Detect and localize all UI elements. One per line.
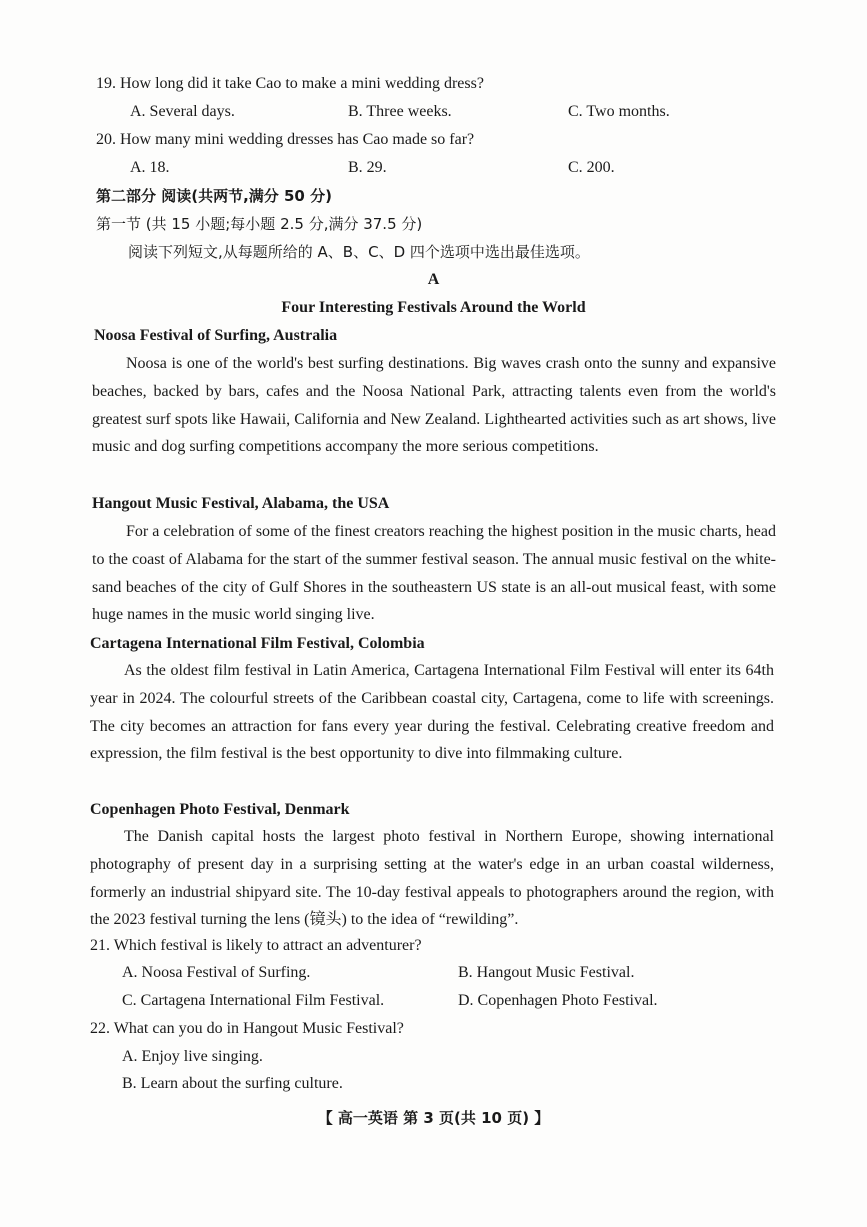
festival-heading-noosa: Noosa Festival of Surfing, Australia xyxy=(94,327,338,344)
question-21-option-b: B. Hangout Music Festival. xyxy=(458,964,635,981)
festival-paragraph-hangout: For a celebration of some of the finest creators reaching the highest position in the music charts, head to the coast of Alabama for the start of the summer festival season. The annual music festival on the white-sand beaches of the city of Gulf Shores in the southeastern US state is an all-out musical feast, with some huge names in the music world singing live. xyxy=(92,523,776,624)
question-20-option-b: B. 29. xyxy=(348,159,387,176)
section1-title: 第一节 (共 15 小题;每小题 2.5 分,满分 37.5 分) xyxy=(96,215,423,233)
question-20-option-a: A. 18. xyxy=(130,159,170,176)
passage-title: Four Interesting Festivals Around the World xyxy=(281,299,586,316)
question-21-option-d: D. Copenhagen Photo Festival. xyxy=(458,992,658,1009)
question-19-option-c: C. Two months. xyxy=(568,103,670,120)
festival-heading-copenhagen: Copenhagen Photo Festival, Denmark xyxy=(90,801,350,818)
festival-paragraph-cartagena: As the oldest film festival in Latin America, Cartagena International Film Festival will enter its 64th year in 2024. The colourful streets of the Caribbean coastal city, Cartagena, come to life with screenings. The city becomes an attraction for fans every year during the festival. Celebrating creative freedom and expression, the film festival is the best opportunity to dive into filmmaking culture. xyxy=(90,662,774,763)
question-21-option-c: C. Cartagena International Film Festival. xyxy=(122,992,385,1009)
passage-letter: A xyxy=(427,271,440,288)
festival-heading-hangout: Hangout Music Festival, Alabama, the USA xyxy=(92,495,390,512)
question-20-stem: 20. How many mini wedding dresses has Cao made so far? xyxy=(96,131,475,148)
festival-paragraph-copenhagen: The Danish capital hosts the largest photo festival in Northern Europe, showing international photography of present day in a surprising setting at the water's edge in an urban coastal wilderness, formerly an industrial shipyard site. The 10-day festival appeals to photographers around the region, with the 2023 festival turning the lens (镜头) to the idea of “rewilding”. xyxy=(90,828,774,929)
question-22-option-b: B. Learn about the surfing culture. xyxy=(122,1075,343,1092)
question-19-option-b: B. Three weeks. xyxy=(348,103,452,120)
part2-title: 第二部分 阅读(共两节,满分 50 分) xyxy=(96,187,332,205)
festival-paragraph-noosa: Noosa is one of the world's best surfing destinations. Big waves crash onto the sunny and expansive beaches, backed by bars, cafes and the Noosa National Park, attracting talents even from the world's greatest surf spots like Hawaii, California and New Zealand. Lighthearted activities such as art shows, live music and dog surfing competitions accompany the more serious competitions. xyxy=(92,355,776,456)
page-footer: 【 高一英语 第 3 页(共 10 页) 】 xyxy=(317,1109,550,1127)
question-22-stem: 22. What can you do in Hangout Music Festival? xyxy=(90,1020,404,1037)
question-19-stem: 19. How long did it take Cao to make a mini wedding dress? xyxy=(96,75,484,92)
question-20-option-c: C. 200. xyxy=(568,159,615,176)
question-22-option-a: A. Enjoy live singing. xyxy=(122,1048,263,1065)
festival-heading-cartagena: Cartagena International Film Festival, Colombia xyxy=(90,635,425,652)
question-21-option-a: A. Noosa Festival of Surfing. xyxy=(122,964,311,981)
question-21-stem: 21. Which festival is likely to attract an adventurer? xyxy=(90,937,422,954)
reading-instruction: 阅读下列短文,从每题所给的 A、B、C、D 四个选项中选出最佳选项。 xyxy=(128,243,590,261)
question-19-option-a: A. Several days. xyxy=(130,103,235,120)
